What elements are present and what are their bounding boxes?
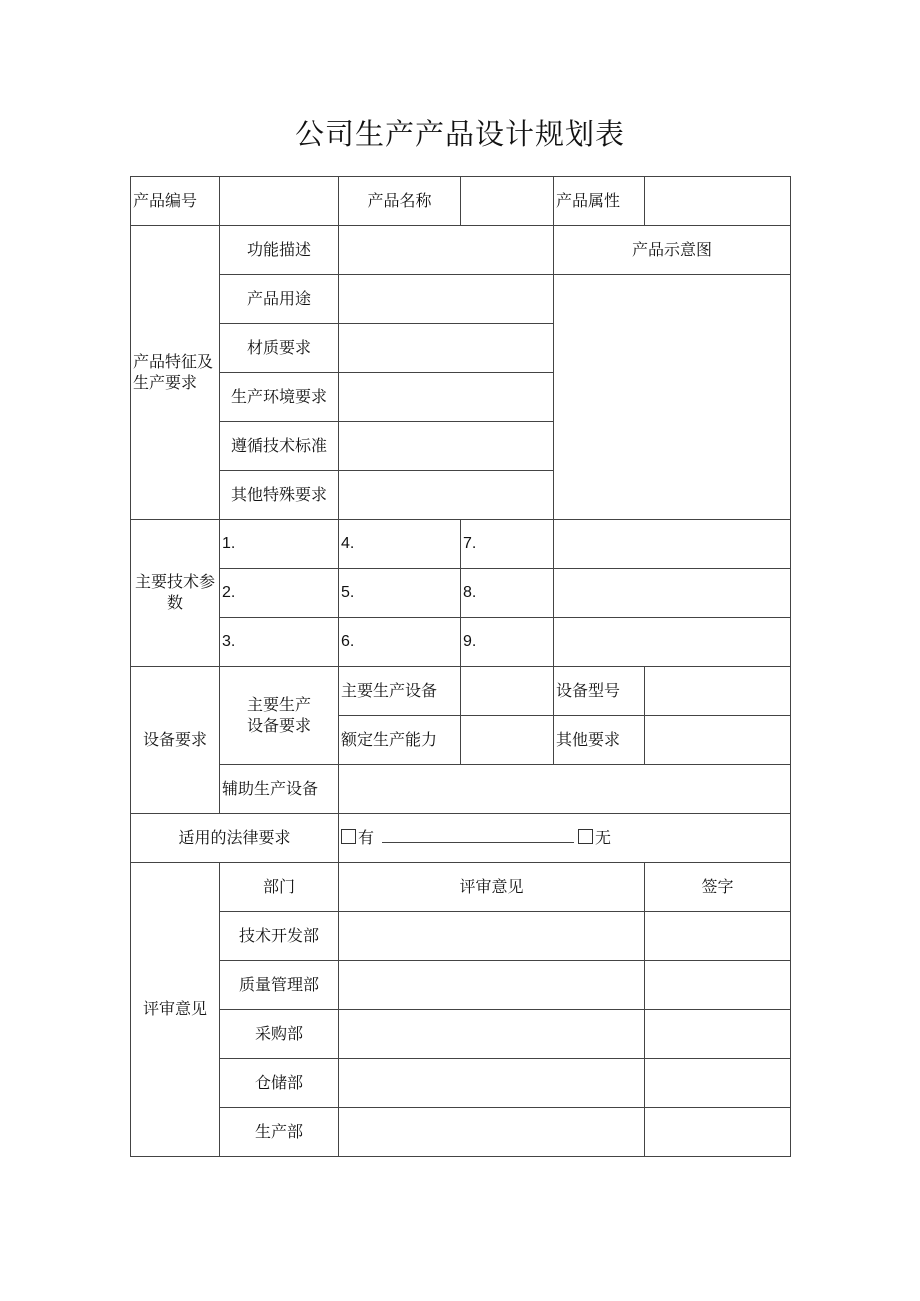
other-req-label: 其他要求	[554, 716, 645, 765]
product-attr-label: 产品属性	[554, 177, 645, 226]
review-opinion-field[interactable]	[339, 1010, 645, 1059]
legal-req-label: 适用的法律要求	[131, 814, 339, 863]
main-equipment-req-label: 主要生产设备要求	[220, 667, 339, 765]
feature-label: 产品用途	[220, 275, 339, 324]
table-row	[131, 765, 791, 814]
legal-req-options	[339, 814, 791, 863]
diagram-area[interactable]	[554, 275, 791, 520]
param-cell[interactable]: 7.	[461, 520, 554, 569]
param-cell[interactable]: 8.	[461, 569, 554, 618]
table-row	[131, 814, 791, 863]
table-row	[131, 177, 791, 226]
review-dept: 仓储部	[220, 1059, 339, 1108]
feature-field[interactable]	[339, 324, 554, 373]
review-dept: 生产部	[220, 1108, 339, 1157]
table-row	[131, 1059, 791, 1108]
product-attr-field[interactable]	[645, 177, 791, 226]
auxiliary-equipment-label: 辅助生产设备	[220, 765, 339, 814]
checkbox-no[interactable]	[578, 829, 593, 844]
feature-label: 生产环境要求	[220, 373, 339, 422]
feature-field[interactable]	[339, 275, 554, 324]
table-row	[131, 520, 791, 569]
feature-label: 其他特殊要求	[220, 471, 339, 520]
product-no-label: 产品编号	[131, 177, 220, 226]
feature-label: 功能描述	[220, 226, 339, 275]
review-dept: 采购部	[220, 1010, 339, 1059]
review-section-label: 评审意见	[131, 863, 220, 1157]
design-plan-table	[130, 176, 791, 1157]
features-section-label: 产品特征及生产要求	[131, 226, 220, 520]
review-dept: 技术开发部	[220, 912, 339, 961]
review-opinion-field[interactable]	[339, 961, 645, 1010]
legal-req-blank[interactable]	[382, 828, 574, 843]
review-signature-field[interactable]	[645, 961, 791, 1010]
table-row	[131, 275, 791, 324]
param-cell[interactable]: 4.	[339, 520, 461, 569]
equipment-model-field[interactable]	[645, 667, 791, 716]
table-row	[131, 667, 791, 716]
page-title: 公司生产产品设计规划表	[294, 117, 625, 151]
diagram-label: 产品示意图	[554, 226, 791, 275]
param-cell[interactable]: 2.	[220, 569, 339, 618]
no-label: 无	[595, 827, 612, 847]
table-row	[131, 1010, 791, 1059]
checkbox-yes[interactable]	[341, 829, 356, 844]
product-no-field[interactable]	[220, 177, 339, 226]
review-opinion-field[interactable]	[339, 1108, 645, 1157]
param-cell[interactable]: 9.	[461, 618, 554, 667]
tech-params-label: 主要技术参数	[131, 520, 220, 667]
review-opinion-field[interactable]	[339, 1059, 645, 1108]
param-extra-cell[interactable]	[554, 520, 791, 569]
other-req-field[interactable]	[645, 716, 791, 765]
review-dept: 质量管理部	[220, 961, 339, 1010]
table-row	[131, 863, 791, 912]
equipment-section-label: 设备要求	[131, 667, 220, 814]
product-name-label: 产品名称	[339, 177, 461, 226]
capacity-label: 额定生产能力	[339, 716, 461, 765]
param-extra-cell[interactable]	[554, 618, 791, 667]
param-cell[interactable]: 1.	[220, 520, 339, 569]
review-opinion-field[interactable]	[339, 912, 645, 961]
review-signature-field[interactable]	[645, 1108, 791, 1157]
feature-label: 材质要求	[220, 324, 339, 373]
param-cell[interactable]: 5.	[339, 569, 461, 618]
param-cell[interactable]: 6.	[339, 618, 461, 667]
param-cell[interactable]: 3.	[220, 618, 339, 667]
capacity-field[interactable]	[461, 716, 554, 765]
product-name-field[interactable]	[461, 177, 554, 226]
table-row	[131, 961, 791, 1010]
review-header-dept: 部门	[220, 863, 339, 912]
review-header-opinion: 评审意见	[339, 863, 645, 912]
review-header-signature: 签字	[645, 863, 791, 912]
yes-label: 有	[358, 827, 375, 847]
main-equipment-field[interactable]	[461, 667, 554, 716]
equipment-model-label: 设备型号	[554, 667, 645, 716]
table-row	[131, 1108, 791, 1157]
table-row	[131, 226, 791, 275]
table-row	[131, 618, 791, 667]
main-equipment-label: 主要生产设备	[339, 667, 461, 716]
table-row	[131, 912, 791, 961]
feature-label: 遵循技术标准	[220, 422, 339, 471]
feature-field[interactable]	[339, 471, 554, 520]
review-signature-field[interactable]	[645, 1059, 791, 1108]
feature-field[interactable]	[339, 422, 554, 471]
feature-field[interactable]	[339, 373, 554, 422]
feature-field[interactable]	[339, 226, 554, 275]
param-extra-cell[interactable]	[554, 569, 791, 618]
review-signature-field[interactable]	[645, 912, 791, 961]
review-signature-field[interactable]	[645, 1010, 791, 1059]
auxiliary-equipment-field[interactable]	[339, 765, 791, 814]
table-row	[131, 569, 791, 618]
